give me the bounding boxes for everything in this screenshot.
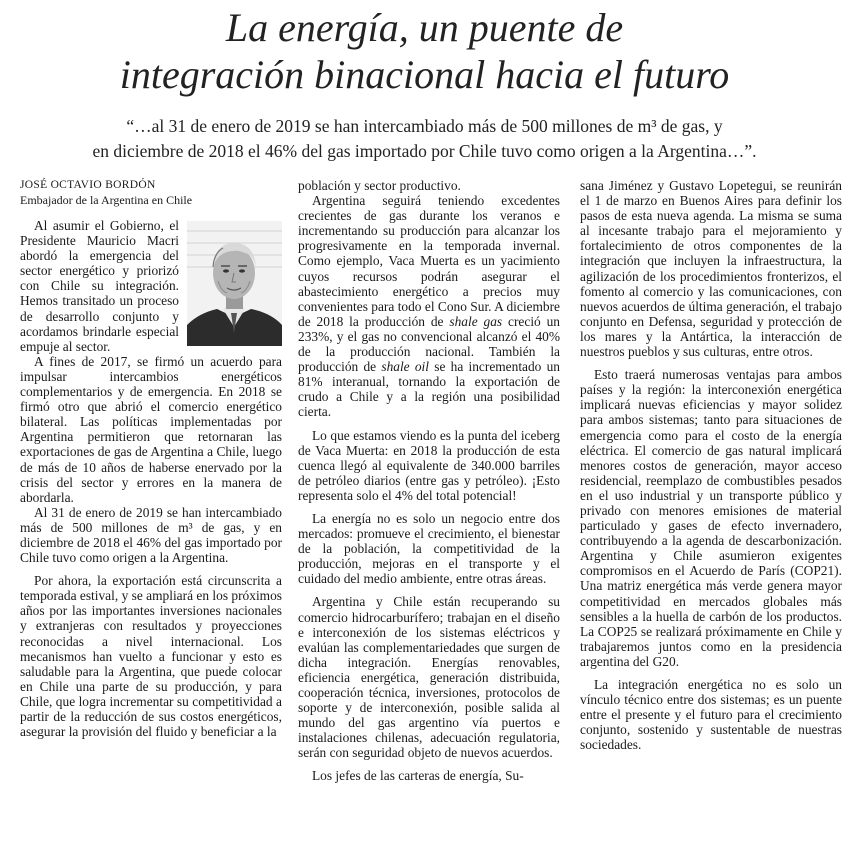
italic-term: shale oil [381, 359, 429, 375]
headline [0, 4, 849, 98]
paragraph: sana Jiménez y Gustavo Lopetegui, se reunirán el 1 de marzo en Buenos Aires para definir los pasos de esta nueva agenda. La misma se suma al incesante trabajo para el mejoramiento y fortalecimiento de otros componentes de la integración que incluyen la infraestructura, la agilización de los procedimientos fronterizos, el fomento al comercio y las comunicaciones, con nuevos acuerdos de última generación, el trabajo conjunto en Defensa, seguridad y protección de los mares y la Antártica, la interacción de nuestros pueblos y sus culturas, entre otros. [580, 178, 842, 360]
column-1 [20, 178, 282, 842]
paragraph: A fines de 2017, se firmó un acuerdo para impulsar intercambios energéticos complementarios y de emergencia. En 2018 se firmó otro que abrió el comercio energético bilateral. Las políticas implementadas por Argentina permitieron que retornaran las exportaciones de gas de Argentina a Chile, luego de más de 10 años de haberse enervado por la crisis del sector y errores en la manera de abordarla. [20, 353, 282, 505]
italic-term: shale gas [449, 313, 503, 329]
paragraph: La integración energética no es solo un vínculo técnico entre dos sistemas; es un puente entre el presente y el futuro para el crecimiento conjunto, sostenido y sustentable de nuestras sociedades. [580, 677, 842, 753]
paragraph: Argentina y Chile están recuperando su comercio hidrocarburífero; trabajan en el diseño e interconexión de los sistemas eléctricos y evalúan las complementariedades que surgen de dicha integración. Energías renovables, eficiencia energética, generación distribuida, cooperación técnica, inversiones, protocolos de soporte y de interconexión, posible salida al mundo del gas argentino vía puertos e instalaciones chilenas, adecuación regulatoria, serán con seguridad objeto de nuevos acuerdos. [298, 594, 560, 761]
pull-quote-line-1: “…al 31 de enero de 2019 se han intercambiado más de 500 millones de m³ de gas, y [126, 116, 723, 136]
paragraph: Al asumir el Gobierno, el Presidente Mauricio Macri abordó la emergencia del sector energético y priorizó con Chile su integración. Hemos transitado un proceso de desarrollo conjunto y acordamos brindarle especial empuje al sector. [20, 218, 282, 354]
paragraph: Argentina seguirá teniendo excedentes crecientes de gas durante los veranos e incrementando su producción para alcanzar los progresivamente en la temporada invernal. Como ejemplo, Vaca Muerta es un yacimiento cuyos recursos podrán asegurar el abastecimiento energético a precios muy convenientes para todo el Cono Sur. A diciembre de 2018 la producción de shale gas creció un 233%, y el gas no convencional alcanzó el 40% de la producción nacional. También la producción de shale oil se ha incrementado un 81% interanual, tornando la exportación de crudo a Chile y a la región una posibilidad cierta. [298, 193, 560, 420]
column-3 [580, 178, 842, 842]
column-2 [298, 178, 560, 842]
author-role: Embajador de la Argentina en Chile [20, 193, 193, 207]
author-name: JOSÉ OCTAVIO BORDÓN [20, 179, 156, 191]
paragraph: La energía no es solo un negocio entre dos mercados: promueve el crecimiento, el bienestar de la población, la competitividad de la producción, mejoras en el transporte y el cuidado del medio ambiente, entre otras áreas. [298, 510, 560, 587]
pull-quote-line-2: en diciembre de 2018 el 46% del gas importado por Chile tuvo como origen a la Argentina…”. [92, 141, 757, 161]
portrait-photo-icon [187, 221, 282, 346]
paragraph: Esto traerá numerosas ventajas para ambos países y la región: la interconexión energética implicará nuevas eficiencias y mayor solidez para ambos sistemas; tanto para situaciones de emergencia como para el costo de la energía eléctrica. El comercio de gas natural implicará menores costos de generación, mayor acceso residencial, reemplazo de combustibles pesados en el uso industrial y un transporte público y privado con menores emisiones de material particulado y gases de efecto invernadero, contribuyendo a la agenda de descarbonización. Argentina y Chile asumieron exigentes compromisos en el Acuerdo de París (COP21). Una matriz energética más verde genera mayor competitividad en mercados globales más sensibles a la huella de carbón de los productos. La COP25 se realizará próximamente en Chile y trabajaremos juntos como en la presidencia argentina del G20. [580, 367, 842, 669]
paragraph: Al 31 de enero de 2019 se han intercambiado más de 500 millones de m³ de gas, y en diciembre de 2018 el 46% del gas importado por Chile tuvo como origen a la Argentina. [20, 504, 282, 566]
paragraph: Por ahora, la exportación está circunscrita a temporada estival, y se ampliará en los próximos años por las importantes inversiones nacionales y extranjeras con resultados y proyecciones reconocidas a nivel internacional. Los mecanismos han vuelto a funcionar y esto es saludable para la Argentina, que puede colocar en Chile una parte de su producción, y para Chile, que logra incrementar su competitividad a partir de la reducción de sus costos energéticos, asegurar la provisión del fluido y beneficiar a la [20, 573, 282, 740]
headline-line-2: integración binacional hacia el futuro [119, 52, 730, 97]
pull-quote [20, 114, 829, 164]
paragraph: Los jefes de las carteras de energía, Su- [312, 768, 524, 784]
author-block [20, 178, 282, 218]
paragraph: Lo que estamos viendo es la punta del iceberg de Vaca Muerta: en 2018 la producción de esta cuenca llegó al equivalente de 340.000 barriles de petróleo diarios (entre gas y petróleo). ¡Esto representa solo el 4% del total potencial! [298, 427, 560, 503]
headline-line-1: La energía, un puente de [225, 5, 624, 50]
paragraph: población y sector productivo. [298, 178, 461, 193]
